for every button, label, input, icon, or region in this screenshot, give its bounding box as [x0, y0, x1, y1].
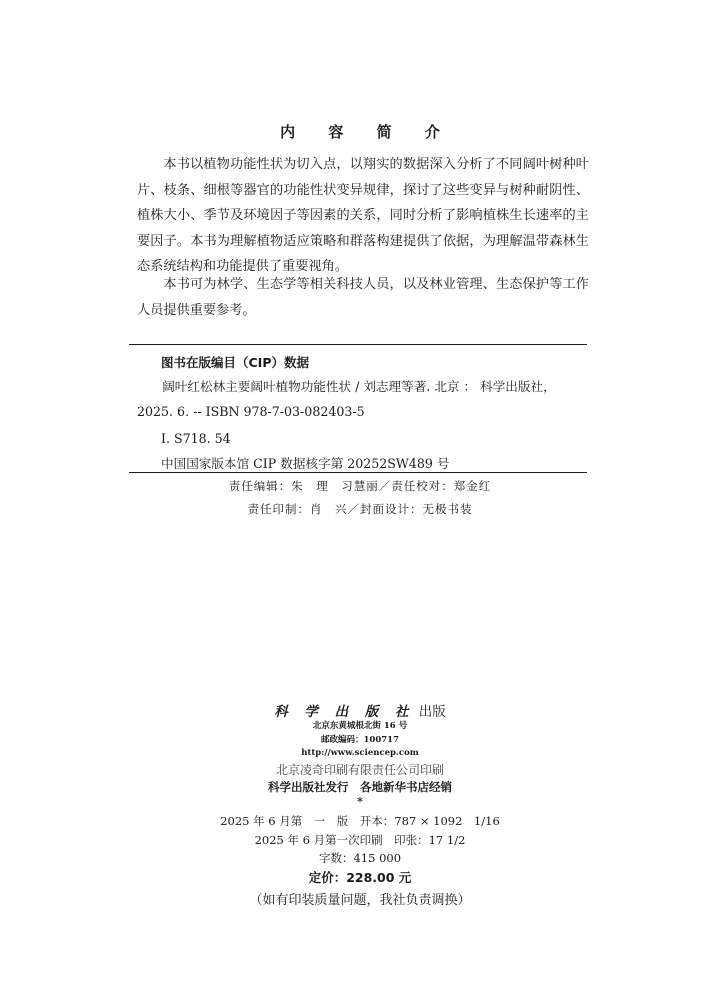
summary-paragraph-1	[137, 152, 589, 280]
cip-entry	[137, 374, 585, 424]
price-line: 定价：228.00 元	[308, 870, 412, 885]
cip-classification: Ⅰ. S718. 54	[161, 431, 231, 446]
cip-top-rule	[129, 344, 587, 345]
summary-title: 内 容 简 介	[280, 123, 454, 141]
printing-line: 2025 年 6 月第一次印刷 印张：17 1/2	[254, 833, 466, 847]
publisher-line	[0, 700, 720, 720]
summary-paragraph-1-text: 本书以植物功能性状为切入点，以翔实的数据深入分析了不同阔叶树种叶片、枝条、细根等器官的功能性状变异规律，探讨了这些变异与树种耐阴性、植株大小、季节及环境因子等因素的关系，同时分析了影响植株生长速率的主要因子。本书为理解植物适应策略和群落构建提供了依据，为理解温带森林生态系统结构和功能提供了重要视角。	[137, 157, 589, 274]
publisher-name: 科 学 出 版 社	[274, 704, 415, 720]
publisher-suffix: 出版	[418, 704, 446, 720]
cip-record: 中国国家版本馆 CIP 数据核字第 20252SW489 号	[161, 456, 450, 471]
credits-editors: 责任编辑：朱 理 习慧丽／责任校对：郑金红	[228, 479, 492, 493]
publisher-website: http://www.sciencep.com	[301, 748, 419, 758]
separator-star: *	[357, 795, 363, 808]
summary-paragraph-2-text: 本书可为林学、生态学等相关科技人员，以及林业管理、生态保护等工作人员提供重要参考。	[137, 277, 589, 318]
publisher-postcode: 邮政编码：100717	[321, 735, 399, 745]
edition-line: 2025 年 6 月第 一 版 开本：787 × 1092 1/16	[220, 814, 500, 828]
summary-paragraph-2	[137, 272, 589, 323]
cip-bottom-rule	[129, 472, 587, 473]
publisher-address: 北京东黄城根北街 16 号	[312, 721, 408, 731]
distribution-line: 科学出版社发行 各地新华书店经销	[268, 780, 452, 794]
cip-heading: 图书在版编目（CIP）数据	[161, 355, 309, 370]
wordcount-line: 字数：415 000	[318, 851, 402, 865]
cip-entry-text: 阔叶红松林主要阔叶植物功能性状 / 刘志理等著. 北京 ： 科学出版社， 2025. 6. -- ISBN 978-7-03-082403-5	[137, 379, 556, 419]
credits-production: 责任印制：肖 兴／封面设计：无极书装	[247, 502, 473, 516]
quality-note: （如有印装质量问题，我社负责调换）	[249, 893, 471, 908]
printer-line: 北京凌奇印刷有限责任公司印刷	[275, 763, 444, 777]
